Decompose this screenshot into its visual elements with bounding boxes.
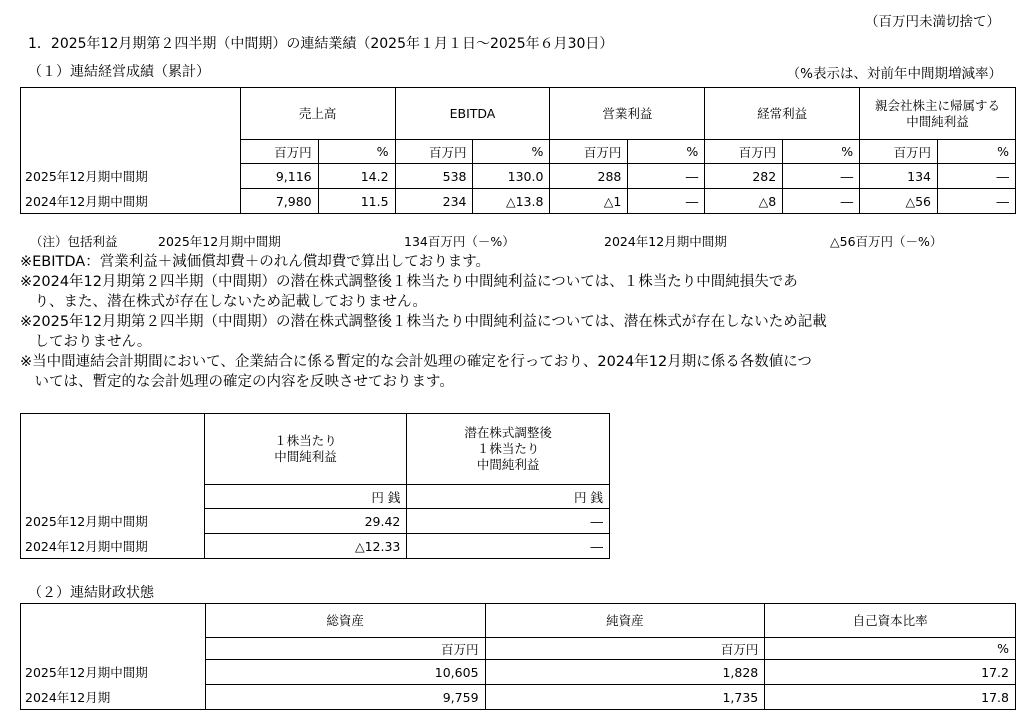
comprehensive-prefix: （注）包括利益: [30, 234, 118, 249]
header-eps-line1: １株当たり: [274, 433, 337, 448]
unit-note: （百万円未満切捨て）: [865, 14, 1000, 30]
comprehensive-p2-value: △56百万円（－%）: [830, 234, 943, 249]
cell: 9,116: [240, 164, 318, 189]
table-row: [21, 189, 1016, 214]
note-line: ※2024年12月期第２四半期（中間期）の潜在株式調整後１株当たり中間純利益については、１株当たり中間純損失であ: [20, 274, 798, 290]
note-line: いては、暫定的な会計処理の確定の内容を反映させております。: [20, 374, 454, 390]
cell: ―: [938, 164, 1016, 189]
header-net-income-line1: 親会社株主に帰属する: [875, 97, 1001, 113]
cell: ―: [407, 509, 610, 534]
eps-table: [20, 413, 610, 559]
main-title: 1．2025年12月期第２四半期（中間期）の連結業績（2025年１月１日～2025年６月30日）: [28, 36, 614, 52]
header-ebitda: EBITDA: [395, 88, 550, 140]
corner-cell: [21, 414, 205, 485]
header-equity-ratio: 自己資本比率: [765, 604, 1016, 638]
section1-note: （%表示は、対前年中間期増減率）: [786, 66, 1002, 82]
table-row: [21, 534, 610, 559]
cell: 17.8: [765, 685, 1016, 710]
unit-cell: 百万円: [395, 140, 473, 164]
row-label: 2024年12月期中間期: [21, 534, 205, 559]
table-row: [21, 509, 610, 534]
cell: △12.33: [204, 534, 407, 559]
unit-row-label: [21, 140, 241, 164]
cell: 9,759: [205, 685, 485, 710]
cell: ―: [783, 164, 860, 189]
cell: 234: [395, 189, 473, 214]
row-label: 2025年12月期中間期: [21, 164, 241, 189]
row-label: 2024年12月期: [21, 685, 206, 710]
unit-cell: 百万円: [205, 638, 485, 660]
unit-cell: %: [318, 140, 395, 164]
cell: ―: [628, 189, 705, 214]
operating-results-table: [20, 87, 1016, 214]
comprehensive-p1-label: 2025年12月期中間期: [158, 234, 281, 249]
cell: 288: [550, 164, 628, 189]
cell: 282: [705, 164, 783, 189]
header-net-income: [860, 88, 1016, 140]
note-line: り、また、潜在株式が存在しないため記載しておりません。: [20, 294, 427, 310]
header-eps-line2: 中間純利益: [274, 449, 337, 464]
cell: 1,735: [485, 685, 765, 710]
comprehensive-p2-label: 2024年12月期中間期: [604, 234, 727, 249]
table-row: [21, 685, 1016, 710]
unit-cell: 百万円: [485, 638, 765, 660]
cell: ―: [783, 189, 860, 214]
unit-cell: 円 銭: [407, 485, 610, 509]
unit-row-label: [21, 485, 205, 509]
cell: 14.2: [318, 164, 395, 189]
cell: 130.0: [473, 164, 550, 189]
header-diluted-eps: [407, 414, 610, 485]
cell: 29.42: [204, 509, 407, 534]
cell: ―: [407, 534, 610, 559]
cell: 17.2: [765, 660, 1016, 685]
comprehensive-p1-value: 134百万円（－%）: [404, 234, 515, 249]
cell: 1,828: [485, 660, 765, 685]
cell: △13.8: [473, 189, 550, 214]
cell: ―: [938, 189, 1016, 214]
cell: 7,980: [240, 189, 318, 214]
table-row: [21, 164, 1016, 189]
cell: △8: [705, 189, 783, 214]
section2-title: （２）連結財政状態: [28, 585, 154, 601]
header-eps: [204, 414, 407, 485]
header-ordinary-profit: 経常利益: [705, 88, 860, 140]
header-operating-profit: 営業利益: [550, 88, 705, 140]
header-diluted-eps-line1: 潜在株式調整後: [464, 425, 552, 440]
unit-cell: 百万円: [240, 140, 318, 164]
cell: 538: [395, 164, 473, 189]
corner-cell: [21, 604, 206, 638]
notes-block: [20, 252, 827, 392]
unit-cell: 百万円: [860, 140, 938, 164]
cell: △56: [860, 189, 938, 214]
cell: 10,605: [205, 660, 485, 685]
header-total-assets: 総資産: [205, 604, 485, 638]
unit-cell: %: [473, 140, 550, 164]
unit-cell: 円 銭: [204, 485, 407, 509]
note-line: ※当中間連結会計期間において、企業結合に係る暫定的な会計処理の確定を行っており、2024年12月期に係る各数値につ: [20, 354, 812, 370]
header-diluted-eps-line2: １株当たり: [476, 441, 540, 456]
unit-cell: %: [783, 140, 860, 164]
unit-cell: 百万円: [550, 140, 628, 164]
cell: 134: [860, 164, 938, 189]
table-row: [21, 660, 1016, 685]
header-diluted-eps-line3: 中間純利益: [476, 457, 540, 472]
cell: 11.5: [318, 189, 395, 214]
unit-cell: %: [628, 140, 705, 164]
note-line: ※2025年12月期第２四半期（中間期）の潜在株式調整後１株当たり中間純利益については、潜在株式が存在しないため記載: [20, 314, 827, 330]
note-line: しておりません。: [20, 334, 152, 350]
header-net-income-line2: 中間純利益: [906, 113, 969, 129]
section1-title: （１）連結経営成績（累計）: [28, 64, 210, 80]
row-label: 2024年12月期中間期: [21, 189, 241, 214]
corner-cell: [21, 88, 241, 140]
cell: ―: [628, 164, 705, 189]
note-line: ※EBITDA：営業利益＋減価償却費＋のれん償却費で算出しております。: [20, 254, 491, 270]
unit-cell: %: [765, 638, 1016, 660]
unit-cell: 百万円: [705, 140, 783, 164]
cell: △1: [550, 189, 628, 214]
financial-position-table: [20, 603, 1016, 710]
header-net-assets: 純資産: [485, 604, 765, 638]
unit-cell: %: [938, 140, 1016, 164]
unit-row-label: [21, 638, 206, 660]
row-label: 2025年12月期中間期: [21, 660, 206, 685]
row-label: 2025年12月期中間期: [21, 509, 205, 534]
header-sales: 売上高: [240, 88, 395, 140]
